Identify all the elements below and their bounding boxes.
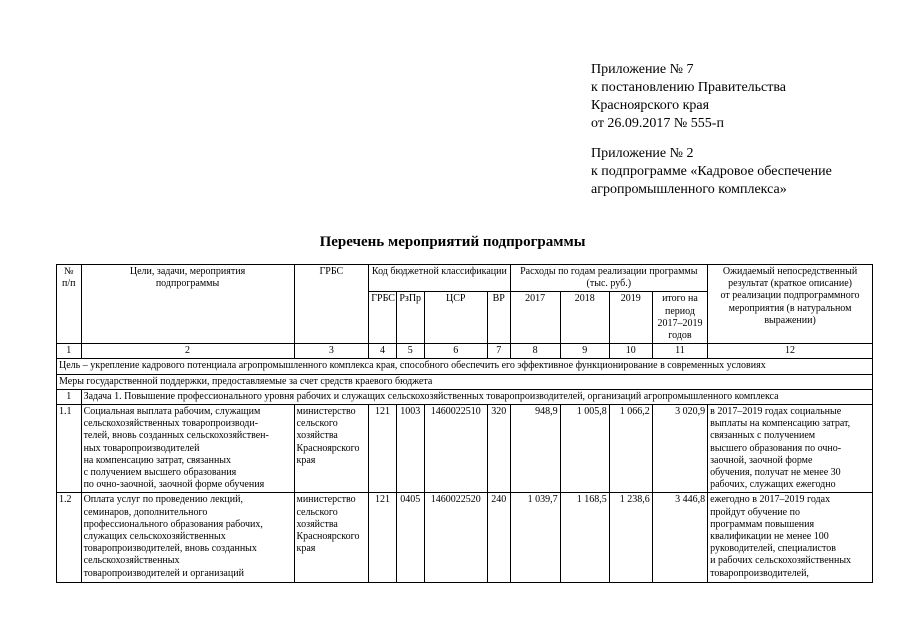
appendix-7-line: Приложение № 7 [591, 62, 694, 77]
row-text-line: ных товаропроизводителей [83, 442, 200, 454]
row-text-line: на компенсацию затрат, связанных [83, 454, 232, 466]
column-number: 5 [396, 344, 424, 359]
header-goals [81, 265, 294, 344]
row-total: 3 020,9 [652, 405, 707, 493]
row-text-line: товаропроизводителей, вновь созданных [83, 543, 257, 555]
subheader-vr: ВР [487, 292, 510, 344]
subheader-total-line: годов [668, 330, 692, 342]
row-grbs-line: края [296, 543, 316, 555]
header-grbs: ГРБС [294, 265, 369, 344]
table-row [57, 493, 873, 583]
appendix-7-line: к постановлению Правительства [591, 80, 787, 95]
row-result-line: рабочих, служащих ежегодно [710, 479, 836, 491]
column-number: 7 [487, 344, 510, 359]
row-grbs-line: Красноярского [296, 442, 360, 454]
row-grbs-line: сельского [296, 506, 338, 518]
row-text-line: Оплата услуг по проведению лекций, [83, 494, 243, 506]
row-result-line: высшего образования по очно- [710, 442, 842, 454]
appendix-2-line: Приложение № 2 [591, 146, 694, 161]
row-text-line: телей, вновь созданных сельскохозяйствен- [83, 430, 269, 442]
row-result-line: заочной, заочной форме [710, 454, 813, 466]
column-number: 12 [708, 344, 873, 359]
row-grbs-code: 121 [369, 493, 397, 583]
measures-text: Меры государственной поддержки, предоставляемые за счет средств краевого бюджета [57, 374, 873, 389]
appendix-2-line: к подпрограмме «Кадровое обеспечение [591, 164, 832, 179]
subheader-grbs: ГРБС [369, 292, 397, 344]
row-text-line: сельскохозяйственных [83, 555, 180, 567]
row-result-line: связанных с получением [710, 430, 816, 442]
row-rzpr: 0405 [396, 493, 424, 583]
row-text-line: сельскохозяйственных товаропроизводи- [83, 418, 259, 430]
row-text-line: с получением высшего образования [83, 467, 237, 479]
header-goals-line: Цели, задачи, мероприятия [129, 266, 246, 277]
subheader-2019: 2019 [609, 292, 652, 344]
measures-table [56, 264, 873, 583]
appendix-2-header [591, 145, 832, 199]
header-num-line: п/п [62, 278, 76, 290]
row-vr: 240 [487, 493, 510, 583]
row-grbs-line: Красноярского [296, 531, 360, 543]
column-number: 3 [294, 344, 369, 359]
appendix-7-line: Красноярского края [591, 98, 710, 113]
header-result-line: выражении) [764, 314, 816, 326]
row-2018: 1 168,5 [560, 493, 609, 583]
row-text-line: Социальная выплата рабочим, служащим [83, 406, 261, 418]
task-text: Задача 1. Повышение профессионального уровня рабочих и служащих сельскохозяйственных товаропроизводителей, организаций агропромышленного комплекса [81, 389, 872, 404]
row-2019: 1 066,2 [609, 405, 652, 493]
header-result-line: Ожидаемый непосредственный [722, 266, 858, 277]
row-2019: 1 238,6 [609, 493, 652, 583]
appendix-7-line: от 26.09.2017 № 555-п [591, 116, 724, 131]
header-result-line: мероприятия (в натуральном [728, 302, 852, 314]
subheader-csr: ЦСР [424, 292, 487, 344]
subheader-total-line: итого на [662, 293, 698, 305]
subheader-total [652, 292, 707, 344]
header-result-line: от реализации подпрограммного [720, 290, 860, 302]
row-grbs [294, 405, 369, 493]
header-num [57, 265, 82, 344]
row-2018: 1 005,8 [560, 405, 609, 493]
row-text [81, 493, 294, 583]
row-num: 1.1 [57, 405, 82, 493]
task-row [57, 389, 873, 404]
row-result [708, 493, 873, 583]
column-number: 9 [560, 344, 609, 359]
row-grbs [294, 493, 369, 583]
header-expenses-line: (тыс. руб.) [586, 278, 632, 290]
subheader-2017: 2017 [510, 292, 560, 344]
row-vr: 320 [487, 405, 510, 493]
row-grbs-line: министерство [296, 406, 356, 418]
row-result-line: программам повышения [710, 518, 815, 530]
row-2017: 1 039,7 [510, 493, 560, 583]
row-result [708, 405, 873, 493]
row-total: 3 446,8 [652, 493, 707, 583]
row-result-line: обучения, получат не менее 30 [710, 467, 841, 479]
document-title: Перечень мероприятий подпрограммы [319, 234, 586, 250]
row-grbs-line: хозяйства [296, 430, 338, 442]
column-number: 1 [57, 344, 82, 359]
row-text-line: по очно-заочной, заочной форме обучения [83, 479, 265, 491]
row-2017: 948,9 [510, 405, 560, 493]
table-header-row [57, 265, 873, 292]
row-text-line: профессионального образования рабочих, [83, 518, 263, 530]
header-result-line: результат (краткое описание) [728, 278, 852, 290]
header-result [708, 265, 873, 344]
row-grbs-line: министерство [296, 494, 356, 506]
header-expenses-line: Расходы по годам реализации программы [520, 266, 698, 277]
column-number: 10 [609, 344, 652, 359]
subheader-2018: 2018 [560, 292, 609, 344]
row-csr: 1460022510 [424, 405, 487, 493]
row-result-line: в 2017–2019 годах социальные [710, 406, 842, 418]
row-text-line: семинаров, дополнительного [83, 506, 208, 518]
header-budget-code: Код бюджетной классификации [369, 265, 510, 292]
appendix-7-header [591, 61, 786, 133]
row-result-line: пройдут обучение по [710, 506, 800, 518]
row-grbs-line: края [296, 454, 316, 466]
goal-row [57, 359, 873, 374]
goal-text: Цель – укрепление кадрового потенциала агропромышленного комплекса края, способного обеспечить его эффективное функционирование в современных условиях [57, 359, 873, 374]
row-result-line: руководителей, специалистов [710, 543, 836, 555]
measures-row [57, 374, 873, 389]
appendix-2-line: агропромышленного комплекса» [591, 182, 787, 197]
row-result-line: ежегодно в 2017–2019 годах [710, 494, 831, 506]
header-num-line: № [64, 266, 74, 277]
row-result-line: и рабочих сельскохозяйственных [710, 555, 852, 567]
row-text [81, 405, 294, 493]
table-row [57, 405, 873, 493]
row-grbs-line: сельского [296, 418, 338, 430]
column-number: 11 [652, 344, 707, 359]
row-num: 1.2 [57, 493, 82, 583]
column-number: 2 [81, 344, 294, 359]
row-result-line: товаропроизводителей, [710, 567, 809, 579]
column-number-row [57, 344, 873, 359]
row-text-line: товаропроизводителей и организаций [83, 567, 244, 579]
row-result-line: квалификации не менее 100 [710, 531, 829, 543]
task-num: 1 [57, 389, 82, 404]
row-grbs-line: хозяйства [296, 518, 338, 530]
row-grbs-code: 121 [369, 405, 397, 493]
column-number: 8 [510, 344, 560, 359]
subheader-total-line: 2017–2019 [657, 317, 703, 329]
column-number: 4 [369, 344, 397, 359]
header-expenses [510, 265, 708, 292]
row-text-line: служащих сельскохозяйственных [83, 531, 226, 543]
subheader-rzpr: РзПр [396, 292, 424, 344]
row-csr: 1460022520 [424, 493, 487, 583]
row-rzpr: 1003 [396, 405, 424, 493]
header-goals-line: подпрограммы [155, 278, 220, 290]
column-number: 6 [424, 344, 487, 359]
subheader-total-line: период [664, 305, 695, 317]
row-result-line: выплаты на компенсацию затрат, [710, 418, 851, 430]
